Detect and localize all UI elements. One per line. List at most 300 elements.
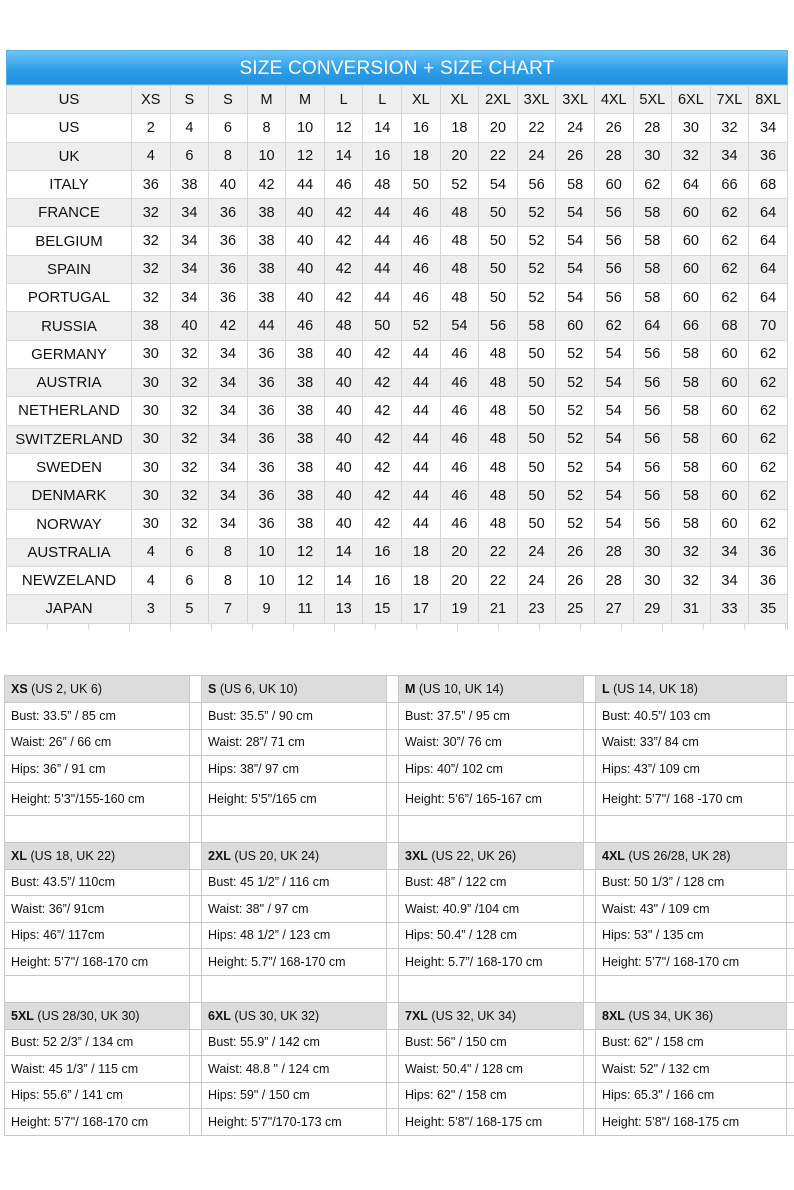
size-value-cell: 52 [517,255,556,283]
size-value-cell: 15 [363,595,402,623]
column-divider [387,676,399,703]
country-cell: RUSSIA [7,312,132,340]
size-value-cell: 36 [247,425,286,453]
spacer-row [5,815,794,842]
size-value-cell: 58 [672,368,711,396]
size-value-cell: 42 [324,227,363,255]
size-value-cell: 23 [517,595,556,623]
size-value-cell: 44 [402,510,441,538]
size-code: 7XL [405,1008,428,1023]
size-value-cell: 56 [517,170,556,198]
size-value-cell: 16 [363,567,402,595]
size-value-cell: 34 [749,114,788,142]
size-value-cell: 36 [247,510,286,538]
size-value-cell: 62 [749,340,788,368]
size-value-cell: 50 [517,510,556,538]
column-divider [190,975,202,1002]
size-value-cell: 32 [170,482,209,510]
size-value-cell: 14 [324,567,363,595]
size-heading-cell [399,842,584,869]
column-divider [190,1056,202,1083]
measurement-height-cell: Height: 5’8"/ 168-175 cm [596,1109,787,1136]
size-value-cell: 56 [633,340,672,368]
measurement-waist-cell: Waist: 30”/ 76 cm [399,729,584,756]
column-divider [787,1109,794,1136]
size-value-cell: 32 [170,425,209,453]
size-value-cell: 32 [170,510,209,538]
size-value-cell: 52 [556,425,595,453]
column-divider [387,756,399,783]
size-value-cell: 46 [440,397,479,425]
size-conversion-table [6,85,788,624]
measurement-row-waist [5,1056,794,1083]
size-value-cell: 26 [594,114,633,142]
size-value-cell: 16 [363,538,402,566]
size-value-cell: 28 [594,538,633,566]
column-divider [387,815,399,842]
size-value-cell: 24 [517,142,556,170]
size-value-cell: 54 [594,453,633,481]
measurement-height-cell: Height: 5.7”/ 168-170 cm [399,949,584,976]
size-value-cell: 62 [710,255,749,283]
size-value-cell: 48 [363,170,402,198]
measurement-bust-cell: Bust: 37.5” / 95 cm [399,703,584,730]
size-value-cell: 48 [479,425,518,453]
measurement-waist-cell: Waist: 26” / 66 cm [5,729,190,756]
size-value-cell: 46 [286,312,325,340]
empty-cell [202,815,387,842]
table-header-row [7,86,788,114]
size-value-cell: 50 [479,284,518,312]
column-divider [387,1002,399,1029]
country-cell: SWITZERLAND [7,425,132,453]
size-heading-cell [5,842,190,869]
size-value-cell: 34 [170,199,209,227]
measurement-hips-cell: Hips: 62" / 158 cm [399,1082,584,1109]
header-size-cell: 6XL [672,86,711,114]
size-value-cell: 36 [749,567,788,595]
size-value-cell: 44 [286,170,325,198]
size-value-cell: 58 [672,340,711,368]
size-value-cell: 54 [556,227,595,255]
size-value-cell: 56 [594,284,633,312]
column-divider [584,975,596,1002]
size-equivalents: (US 26/28, UK 28) [624,848,731,863]
size-code: 5XL [11,1008,34,1023]
size-value-cell: 52 [440,170,479,198]
size-value-cell: 44 [247,312,286,340]
size-value-cell: 28 [594,142,633,170]
measurement-waist-cell: Waist: 36”/ 91cm [5,896,190,923]
measurement-row-height [5,949,794,976]
size-value-cell: 32 [672,567,711,595]
size-value-cell: 46 [440,482,479,510]
measurement-height-cell: Height: 5’5"/165 cm [202,782,387,815]
size-value-cell: 36 [749,538,788,566]
size-value-cell: 44 [363,255,402,283]
country-cell: BELGIUM [7,227,132,255]
size-value-cell: 30 [633,142,672,170]
header-size-cell: 3XL [517,86,556,114]
header-size-cell: S [209,86,248,114]
column-divider [787,896,794,923]
measurement-height-cell: Height: 5’7"/ 168-170 cm [596,949,787,976]
size-value-cell: 52 [556,453,595,481]
size-value-cell: 60 [710,425,749,453]
size-value-cell: 40 [324,340,363,368]
size-value-cell: 56 [633,425,672,453]
empty-cell [202,975,387,1002]
measurement-hips-cell: Hips: 55.6” / 141 cm [5,1082,190,1109]
size-equivalents: (US 22, UK 26) [427,848,517,863]
size-value-cell: 58 [672,397,711,425]
size-value-cell: 48 [479,340,518,368]
size-value-cell: 62 [749,368,788,396]
size-value-cell: 48 [479,397,518,425]
size-value-cell: 58 [633,227,672,255]
measurement-row-waist [5,896,794,923]
size-value-cell: 38 [286,453,325,481]
column-divider [584,756,596,783]
size-value-cell: 50 [517,340,556,368]
size-value-cell: 60 [710,453,749,481]
size-value-cell: 16 [402,114,441,142]
size-value-cell: 68 [749,170,788,198]
size-value-cell: 54 [479,170,518,198]
size-value-cell: 27 [594,595,633,623]
size-value-cell: 38 [286,425,325,453]
size-value-cell: 9 [247,595,286,623]
header-size-cell: XS [132,86,171,114]
size-equivalents: (US 10, UK 14) [415,682,504,696]
size-value-cell: 56 [633,510,672,538]
size-measurements-table [4,675,794,1136]
column-divider [190,949,202,976]
size-heading-cell [202,1002,387,1029]
column-divider [584,815,596,842]
size-value-cell: 46 [402,255,441,283]
size-value-cell: 6 [170,538,209,566]
size-equivalents: (US 32, UK 34) [427,1008,517,1023]
size-value-cell: 36 [132,170,171,198]
country-cell: FRANCE [7,199,132,227]
size-value-cell: 40 [324,482,363,510]
measurement-waist-cell: Waist: 38" / 97 cm [202,896,387,923]
measurement-row-bust [5,703,794,730]
size-value-cell: 22 [479,142,518,170]
size-value-cell: 42 [363,368,402,396]
column-divider [190,1082,202,1109]
size-value-cell: 46 [402,227,441,255]
size-value-cell: 50 [402,170,441,198]
size-value-cell: 62 [710,199,749,227]
size-value-cell: 38 [247,284,286,312]
column-divider [190,756,202,783]
size-group-header-row [5,676,794,703]
size-value-cell: 50 [363,312,402,340]
size-value-cell: 40 [209,170,248,198]
chart-title: SIZE CONVERSION + SIZE CHART [6,50,788,85]
size-value-cell: 70 [749,312,788,340]
column-divider [787,729,794,756]
size-value-cell: 62 [594,312,633,340]
size-value-cell: 50 [517,397,556,425]
size-value-cell: 34 [209,397,248,425]
size-value-cell: 36 [209,199,248,227]
header-size-cell: 8XL [749,86,788,114]
empty-cell [5,975,190,1002]
size-code: 2XL [208,848,231,863]
measurement-hips-cell: Hips: 50.4” / 128 cm [399,922,584,949]
size-value-cell: 34 [209,510,248,538]
size-value-cell: 40 [170,312,209,340]
size-value-cell: 40 [286,284,325,312]
table-row [7,255,788,283]
measurement-bust-cell: Bust: 62" / 158 cm [596,1029,787,1056]
size-heading-cell [596,1002,787,1029]
table-row [7,453,788,481]
measurement-bust-cell: Bust: 50 1/3” / 128 cm [596,869,787,896]
country-cell: SWEDEN [7,453,132,481]
size-value-cell: 36 [247,368,286,396]
size-value-cell: 56 [633,397,672,425]
size-value-cell: 52 [517,227,556,255]
size-conversion-table-container [6,50,788,630]
size-value-cell: 46 [324,170,363,198]
column-divider [584,782,596,815]
size-value-cell: 46 [402,284,441,312]
size-value-cell: 62 [633,170,672,198]
size-value-cell: 20 [440,142,479,170]
size-value-cell: 34 [710,538,749,566]
column-divider [190,729,202,756]
column-divider [787,922,794,949]
table-row [7,482,788,510]
size-value-cell: 46 [440,453,479,481]
size-value-cell: 35 [749,595,788,623]
size-value-cell: 24 [556,114,595,142]
size-value-cell: 36 [209,227,248,255]
size-value-cell: 18 [402,142,441,170]
size-code: S [208,682,217,696]
table-row [7,199,788,227]
size-value-cell: 48 [479,453,518,481]
size-value-cell: 58 [672,510,711,538]
column-divider [787,1002,794,1029]
size-value-cell: 60 [672,255,711,283]
size-value-cell: 42 [363,482,402,510]
column-divider [387,1056,399,1083]
size-value-cell: 34 [209,425,248,453]
size-value-cell: 38 [170,170,209,198]
size-value-cell: 32 [710,114,749,142]
size-value-cell: 58 [556,170,595,198]
size-heading-cell [5,676,190,703]
size-value-cell: 54 [556,199,595,227]
size-equivalents: (US 6, UK 10) [216,682,298,696]
size-value-cell: 12 [286,142,325,170]
size-value-cell: 32 [170,368,209,396]
size-value-cell: 68 [710,312,749,340]
size-value-cell: 48 [479,482,518,510]
size-heading-cell [202,676,387,703]
size-value-cell: 52 [517,284,556,312]
size-value-cell: 56 [594,227,633,255]
measurement-height-cell: Height: 5’8"/ 168-175 cm [399,1109,584,1136]
size-value-cell: 44 [402,368,441,396]
column-divider [787,756,794,783]
column-divider [584,869,596,896]
size-value-cell: 60 [710,510,749,538]
size-value-cell: 58 [633,255,672,283]
column-divider [387,896,399,923]
size-equivalents: (US 2, UK 6) [27,682,103,696]
empty-cell [399,815,584,842]
measurement-bust-cell: Bust: 52 2/3” / 134 cm [5,1029,190,1056]
size-value-cell: 12 [324,114,363,142]
size-value-cell: 46 [440,425,479,453]
table-row [7,340,788,368]
size-value-cell: 48 [440,284,479,312]
size-value-cell: 36 [247,397,286,425]
size-value-cell: 10 [247,567,286,595]
size-value-cell: 56 [633,368,672,396]
measurement-row-bust [5,869,794,896]
size-code: 4XL [602,848,625,863]
spacer-row [5,975,794,1002]
size-heading-cell [596,676,787,703]
measurement-height-cell: Height: 5.7”/ 168-170 cm [202,949,387,976]
size-value-cell: 2 [132,114,171,142]
column-divider [190,1109,202,1136]
size-value-cell: 19 [440,595,479,623]
size-value-cell: 10 [247,142,286,170]
size-value-cell: 42 [247,170,286,198]
size-value-cell: 58 [672,453,711,481]
column-divider [387,1082,399,1109]
size-value-cell: 38 [247,255,286,283]
measurement-row-height [5,782,794,815]
column-divider [190,869,202,896]
size-value-cell: 11 [286,595,325,623]
measurement-bust-cell: Bust: 48” / 122 cm [399,869,584,896]
size-value-cell: 64 [749,227,788,255]
header-size-cell: L [324,86,363,114]
size-value-cell: 66 [710,170,749,198]
column-divider [787,815,794,842]
column-divider [787,975,794,1002]
size-value-cell: 54 [594,425,633,453]
measurement-bust-cell: Bust: 40.5”/ 103 cm [596,703,787,730]
size-value-cell: 30 [132,368,171,396]
size-value-cell: 56 [633,482,672,510]
measurement-row-waist [5,729,794,756]
country-cell: SPAIN [7,255,132,283]
size-value-cell: 14 [324,142,363,170]
size-value-cell: 34 [170,284,209,312]
size-value-cell: 10 [247,538,286,566]
header-size-cell: 7XL [710,86,749,114]
measurement-bust-cell: Bust: 33.5” / 85 cm [5,703,190,730]
size-value-cell: 36 [247,482,286,510]
column-divider [584,676,596,703]
measurement-waist-cell: Waist: 40.9” /104 cm [399,896,584,923]
size-value-cell: 4 [132,142,171,170]
column-divider [387,949,399,976]
size-value-cell: 32 [132,255,171,283]
size-value-cell: 8 [209,142,248,170]
country-cell: GERMANY [7,340,132,368]
measurement-row-hips [5,1082,794,1109]
size-measurements-table-container [4,675,794,1136]
size-value-cell: 26 [556,538,595,566]
size-value-cell: 58 [672,425,711,453]
size-value-cell: 50 [517,425,556,453]
measurement-height-cell: Height: 5’3"/155-160 cm [5,782,190,815]
size-value-cell: 30 [132,482,171,510]
column-divider [787,949,794,976]
size-value-cell: 50 [479,199,518,227]
size-value-cell: 7 [209,595,248,623]
size-equivalents: (US 28/30, UK 30) [33,1008,140,1023]
measurement-hips-cell: Hips: 46”/ 117cm [5,922,190,949]
column-divider [387,1029,399,1056]
header-size-cell: 3XL [556,86,595,114]
column-divider [387,1109,399,1136]
size-value-cell: 52 [556,510,595,538]
size-value-cell: 60 [672,284,711,312]
size-value-cell: 60 [672,199,711,227]
column-divider [190,703,202,730]
size-value-cell: 4 [132,567,171,595]
size-value-cell: 26 [556,142,595,170]
size-value-cell: 64 [749,255,788,283]
size-value-cell: 3 [132,595,171,623]
size-value-cell: 58 [672,482,711,510]
size-value-cell: 50 [517,368,556,396]
measurement-row-hips [5,756,794,783]
measurement-waist-cell: Waist: 48.8 " / 124 cm [202,1056,387,1083]
size-value-cell: 60 [710,482,749,510]
size-value-cell: 32 [672,142,711,170]
size-equivalents: (US 14, UK 18) [609,682,698,696]
column-divider [787,842,794,869]
country-cell: NORWAY [7,510,132,538]
size-value-cell: 60 [556,312,595,340]
column-divider [387,729,399,756]
size-value-cell: 32 [132,284,171,312]
size-equivalents: (US 20, UK 24) [230,848,320,863]
size-value-cell: 48 [440,255,479,283]
size-value-cell: 54 [594,340,633,368]
size-value-cell: 64 [749,199,788,227]
size-value-cell: 29 [633,595,672,623]
measurement-hips-cell: Hips: 59" / 150 cm [202,1082,387,1109]
size-value-cell: 56 [594,255,633,283]
size-value-cell: 58 [633,199,672,227]
size-value-cell: 17 [402,595,441,623]
size-value-cell: 62 [749,453,788,481]
size-value-cell: 50 [479,227,518,255]
size-value-cell: 52 [402,312,441,340]
header-size-cell: S [170,86,209,114]
size-value-cell: 64 [672,170,711,198]
size-value-cell: 30 [633,567,672,595]
column-divider [190,815,202,842]
size-code: 3XL [405,848,428,863]
size-group-header-row [5,842,794,869]
size-code: M [405,682,416,696]
